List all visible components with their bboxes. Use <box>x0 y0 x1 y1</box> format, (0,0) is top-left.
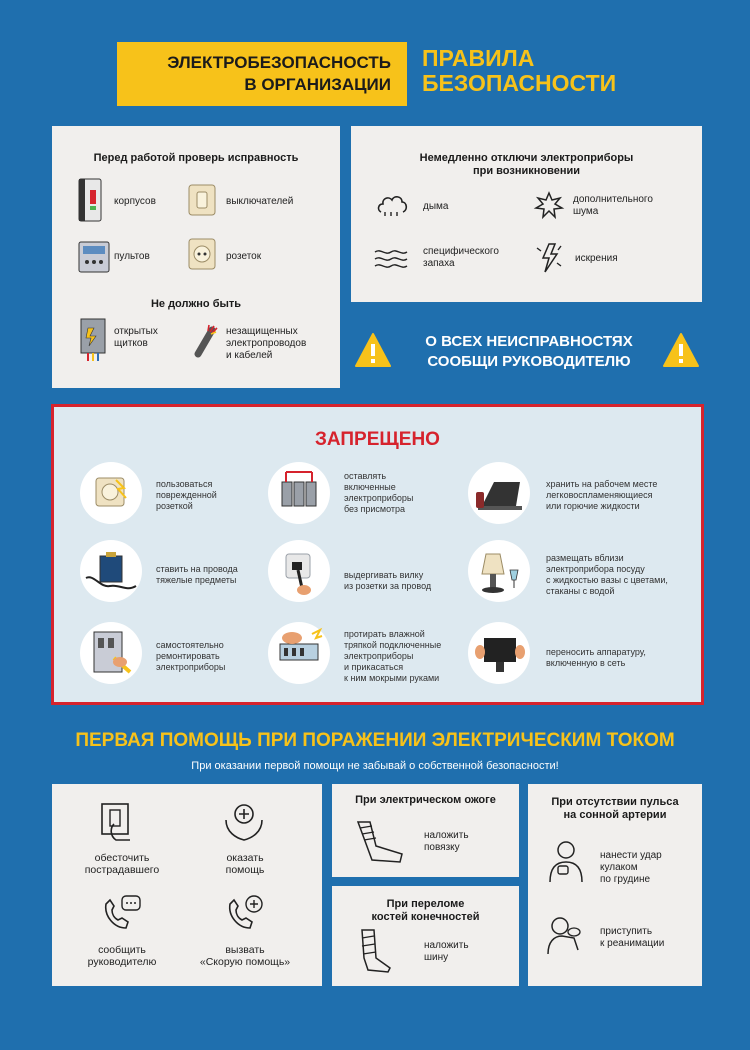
warning-icon-left <box>354 332 392 368</box>
forbidden-item-5: выдергивать вилку из розетки за провод <box>344 570 432 591</box>
no-pulse-action-punch: нанести удар кулаком по грудине <box>600 850 662 885</box>
no-pulse-action-cpr: приступить к реанимации <box>600 926 665 949</box>
forbidden-item-3: хранить на рабочем месте легковоспламеняющиеся или горючие жидкости <box>546 479 658 511</box>
forbidden-item-6: размещать вблизи электроприбора посуду с жидкостью вазы с цветами, стаканы с водой <box>546 553 668 596</box>
disconnect-title-line1: Немедленно отключи электроприборы <box>419 152 634 164</box>
header-title-line2: В ОРГАНИЗАЦИИ <box>244 75 391 94</box>
housing-icon <box>78 178 106 222</box>
smell-icon <box>373 246 411 272</box>
forbidden-item-4: ставить на провода тяжелые предметы <box>156 564 238 585</box>
phone-medical-icon <box>224 894 266 934</box>
header-subtitle-line1: ПРАВИЛА <box>422 45 535 71</box>
check-item-switch: выключателей <box>226 196 294 207</box>
forbidden-item-7: самостоятельно ремонтировать электроприборы <box>156 640 226 672</box>
pull-plug-illustration <box>268 540 330 602</box>
open-panel-icon <box>80 318 110 362</box>
fracture-title: При переломе костей конечностей <box>371 898 480 923</box>
unattended-devices-illustration <box>268 462 330 524</box>
splinted-leg-icon <box>354 928 398 974</box>
carry-device-illustration <box>468 622 530 684</box>
disconnect-item-noise: дополнительного шума <box>573 194 653 217</box>
header-subtitle-line2: БЕЗОПАСНОСТИ <box>422 70 617 96</box>
bandaged-arm-icon <box>352 818 406 866</box>
flammable-liquids-illustration <box>468 462 530 524</box>
disconnect-card <box>351 126 702 302</box>
noise-icon <box>533 190 565 220</box>
no-title: Не должно быть <box>150 298 242 310</box>
warning-text <box>398 332 660 372</box>
first-aid-step-report: сообщить руководителю <box>87 944 157 968</box>
warning-line1: О ВСЕХ НЕИСПРАВНОСТЯХ <box>425 333 633 350</box>
forbidden-panel <box>51 404 704 705</box>
damaged-cable-icon <box>194 324 218 358</box>
header-title-line1: ЭЛЕКТРОБЕЗОПАСНОСТЬ <box>167 53 391 72</box>
chest-punch-icon <box>544 840 584 884</box>
helping-hands-icon <box>222 802 266 842</box>
warning-line2: СООБЩИ РУКОВОДИТЕЛЮ <box>427 353 631 370</box>
forbidden-item-1: пользоваться поврежденной розеткой <box>156 479 217 511</box>
check-item-housing: корпусов <box>114 196 156 207</box>
burn-action: наложить повязку <box>424 830 469 853</box>
fracture-card <box>332 886 519 986</box>
first-aid-subtitle: При оказании первой помощи не забывай о собственной безопасности! <box>191 760 559 772</box>
check-item-remote: пультов <box>114 251 150 262</box>
disconnect-item-smell: специфического запаха <box>423 246 499 269</box>
liquid-near-device-illustration <box>468 540 530 602</box>
first-aid-title: ПЕРВАЯ ПОМОЩЬ ПРИ ПОРАЖЕНИИ ЭЛЕКТРИЧЕСКИМ ТОКОМ <box>75 730 675 751</box>
no-item-cables: незащищенных электропроводов и кабелей <box>226 326 307 361</box>
check-card <box>52 126 340 388</box>
check-item-socket: розеток <box>226 251 262 262</box>
damaged-socket-illustration <box>80 462 142 524</box>
disconnect-item-sparking: искрения <box>575 253 618 264</box>
forbidden-item-8: протирать влажной тряпкой подключенные электроприборы и прикасаться к ним мокрыми руками <box>344 629 442 683</box>
header-subtitle <box>422 46 616 96</box>
burn-title: При электрическом ожоге <box>355 794 496 806</box>
first-aid-step-help: оказать помощь <box>225 852 265 876</box>
check-title: Перед работой проверь исправность <box>93 152 299 164</box>
first-aid-general-card <box>52 784 322 986</box>
header-title-box <box>117 42 407 106</box>
burn-card <box>332 784 519 877</box>
warning-icon-right <box>662 332 700 368</box>
socket-icon <box>188 238 218 272</box>
no-pulse-title: При отсутствии пульса на сонной артерии <box>551 796 679 821</box>
switch-icon <box>188 184 218 218</box>
forbidden-title: ЗАПРЕЩЕНО <box>315 429 440 450</box>
forbidden-item-9: переносить аппаратуру, включенную в сеть <box>546 647 646 668</box>
no-item-panels: открытых щитков <box>114 326 158 349</box>
first-aid-step-ambulance: вызвать «Скорую помощь» <box>199 944 291 968</box>
heavy-on-wires-illustration <box>80 540 142 602</box>
resuscitation-icon <box>544 914 584 958</box>
control-panel-icon <box>78 238 112 274</box>
fracture-action: наложить шину <box>424 940 469 963</box>
disconnect-title <box>351 152 702 178</box>
wet-wipe-illustration <box>268 622 330 684</box>
sparking-icon <box>535 242 565 274</box>
self-repair-illustration <box>80 622 142 684</box>
phone-message-icon <box>100 894 142 934</box>
switch-off-icon <box>100 802 136 842</box>
disconnect-title-line2: при возникновении <box>472 165 581 177</box>
no-pulse-card <box>528 784 702 986</box>
disconnect-item-smoke: дыма <box>423 201 449 212</box>
first-aid-step-disconnect: обесточить пострадавшего <box>84 852 160 876</box>
forbidden-item-2: оставлять включенные электроприборы без присмотра <box>344 471 414 514</box>
smoke-icon <box>377 192 409 218</box>
